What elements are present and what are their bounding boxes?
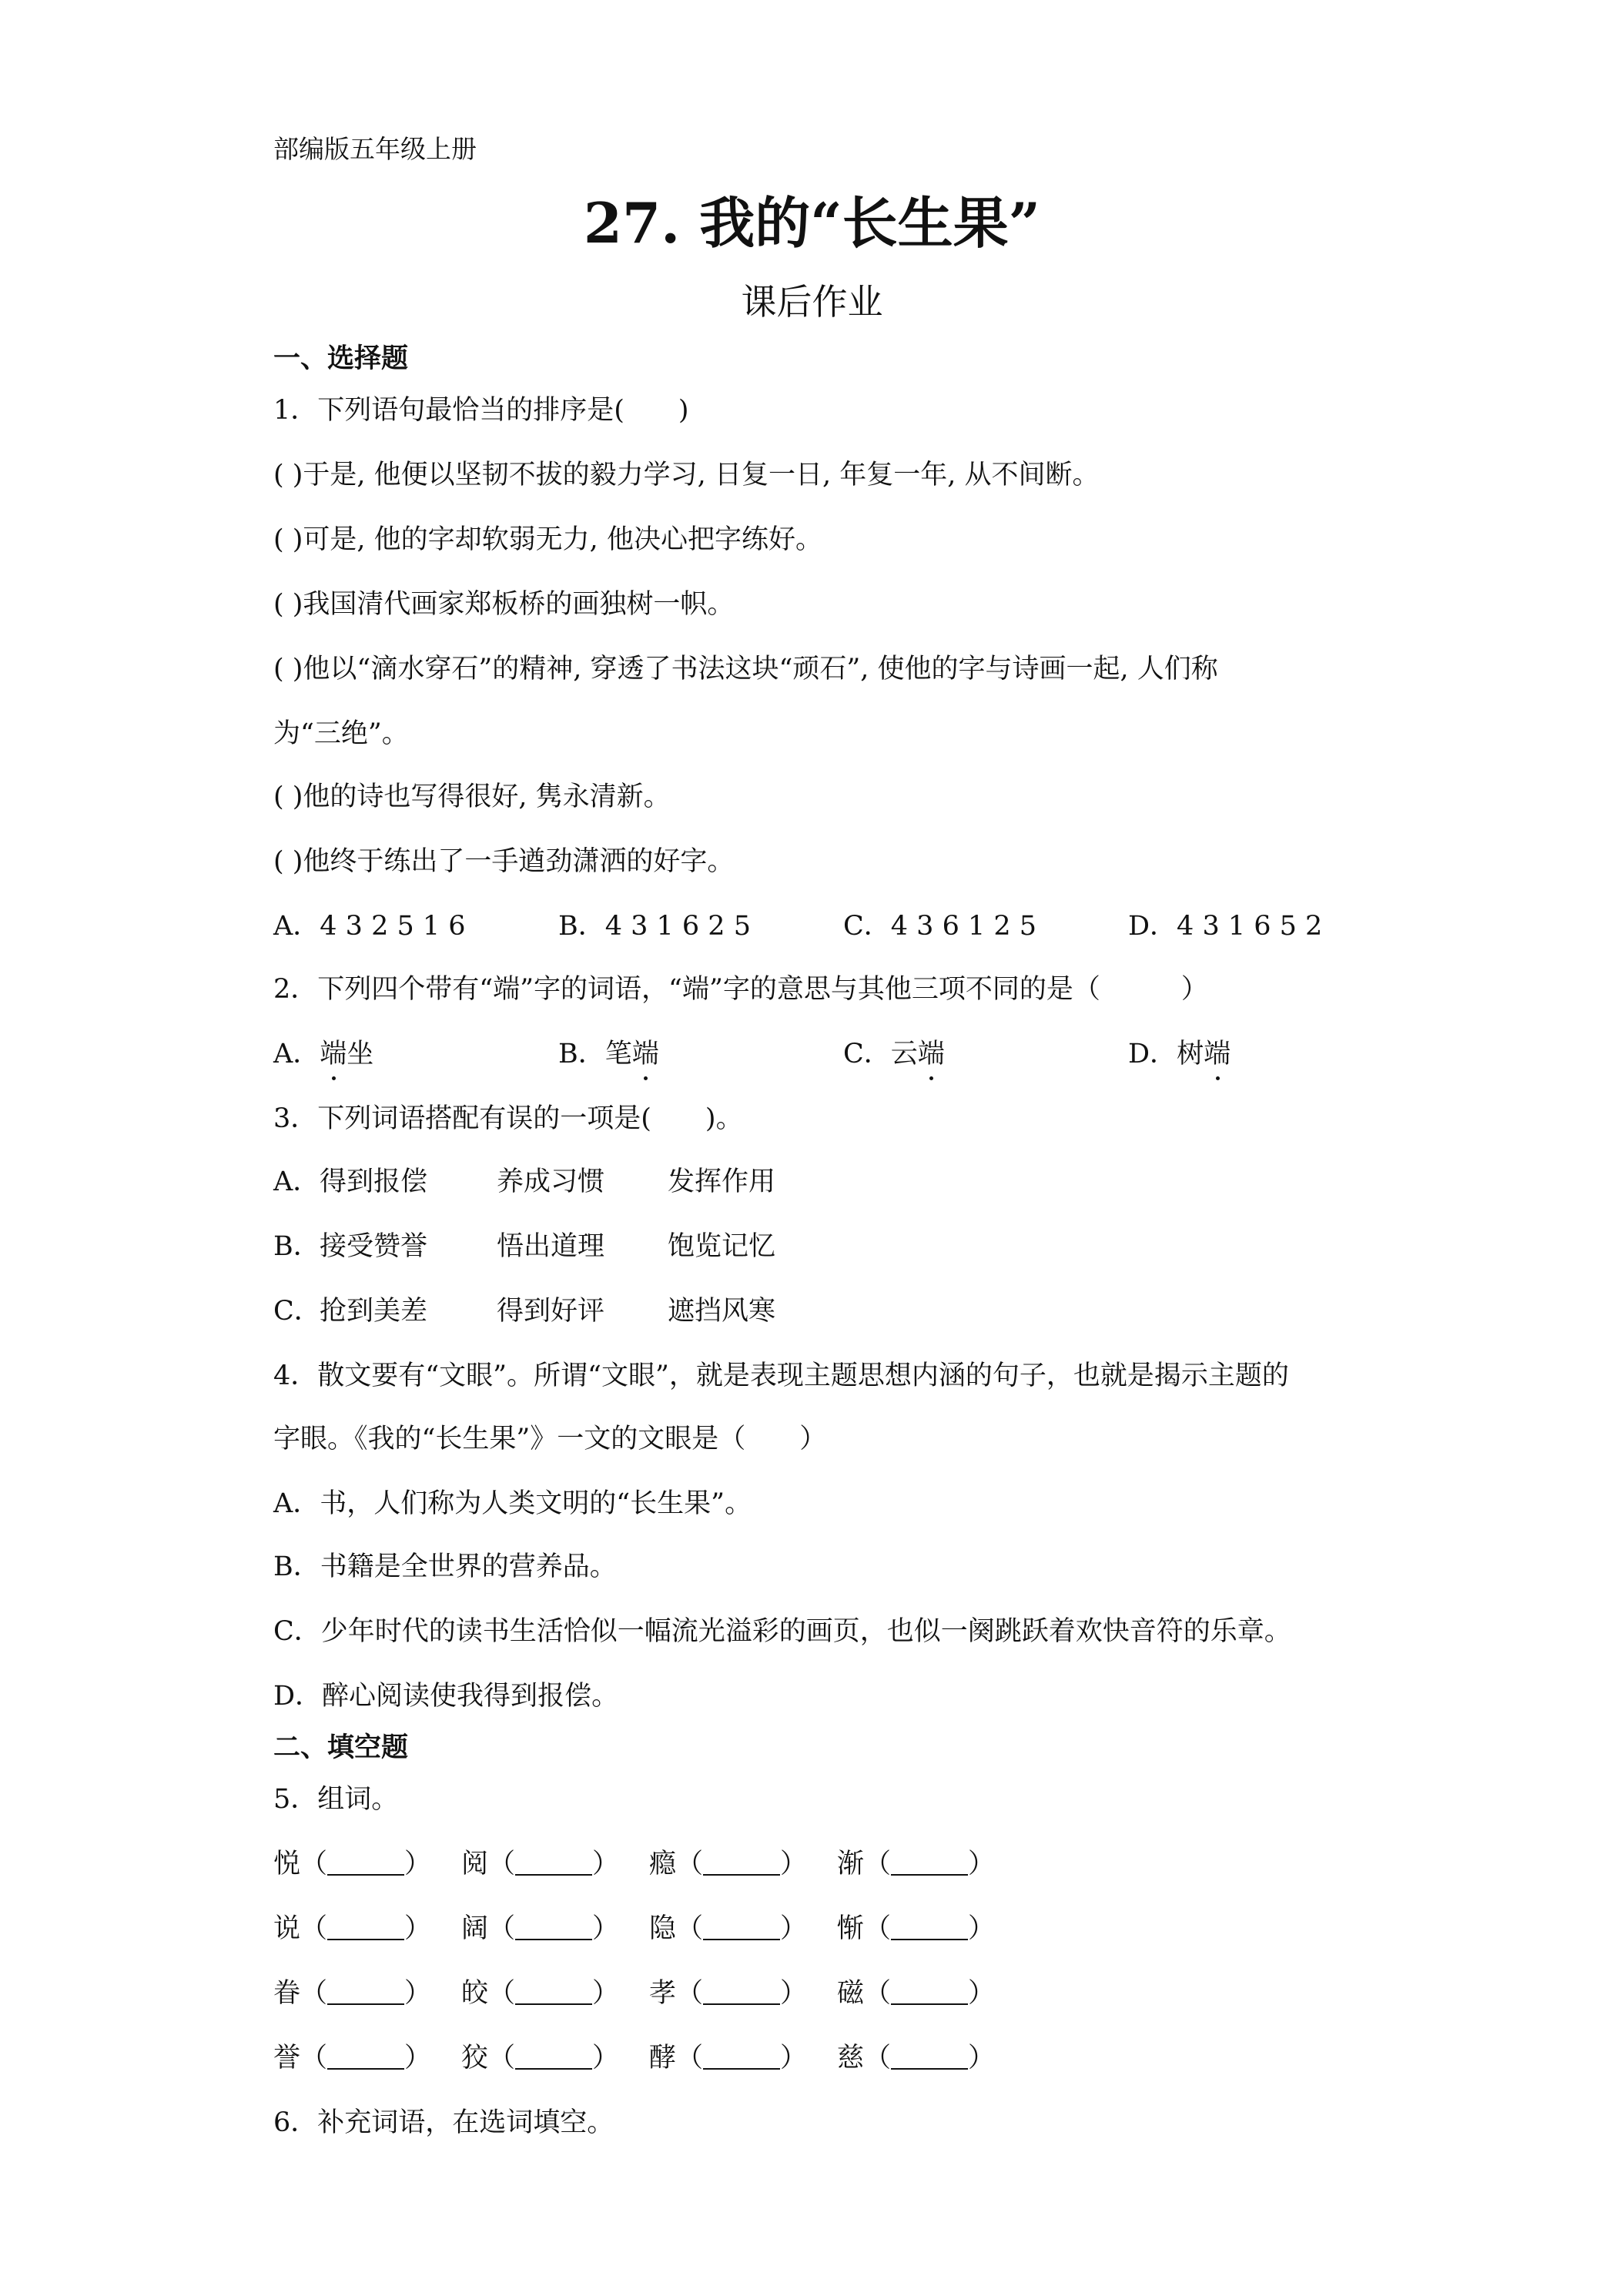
question-6-stem: 6．补充词语，在选词填空。 [273,2107,614,2138]
answer-blank[interactable] [327,2045,404,2070]
lesson-subtitle: 课后作业 [741,281,883,323]
answer-blank[interactable] [515,1851,592,1876]
answer-blank[interactable] [327,1851,404,1876]
grade-header: 部编版五年级上册 [273,134,477,164]
emphasis-dot-char: 端 [1204,1039,1231,1069]
option-a[interactable]: A．书，人们称为人类文明的“长生果”。 [273,1488,752,1519]
question-1-sentence: ( )于是, 他便以坚韧不拔的毅力学习, 日复一日, 年复一年, 从不间断。 [273,460,1100,490]
option-a[interactable]: A．端坐 [273,1039,374,1069]
answer-blank[interactable] [327,1980,404,2005]
question-1-sentence: ( )可是, 他的字却软弱无力, 他决心把字练好。 [273,524,822,555]
option-b[interactable]: B．笔端 [558,1039,659,1069]
question-4-stem: 4．散文要有“文眼”。所谓“文眼”，就是表现主题思想内涵的句子，也就是揭示主题的 [273,1361,1289,1391]
answer-blank[interactable] [891,1916,968,1940]
section-heading-choice: 一、选择题 [273,343,409,374]
section-heading-fill: 二、填空题 [273,1732,409,1763]
question-2-stem: 2．下列四个带有“端”字的词语，“端”字的意思与其他三项不同的是（ ） [273,974,1208,1005]
question-1-sentence: ( )我国清代画家郑板桥的画独树一帜。 [273,589,735,620]
answer-blank[interactable] [327,1916,404,1940]
option-b[interactable]: B．4 3 1 6 2 5 [558,911,751,942]
question-4-stem: 字眼。《我的“长生果”》一文的文眼是（ ） [273,1424,827,1454]
question-5-stem: 5．组词。 [273,1784,399,1815]
answer-blank[interactable] [891,1980,968,2005]
answer-blank[interactable] [515,1980,592,2005]
answer-blank[interactable] [515,1916,592,1940]
answer-blank[interactable] [891,2045,968,2070]
option-c[interactable]: C．少年时代的读书生活恰似一幅流光溢彩的画页，也似一阕跳跃着欢快音符的乐章。 [273,1616,1291,1647]
question-1-sentence: ( )他以“滴水穿石”的精神, 穿透了书法这块“顽石”, 使他的字与诗画一起, 人们称 [273,654,1218,684]
answer-blank[interactable] [515,2045,592,2070]
question-1-sentence: ( )他的诗也写得很好, 隽永清新。 [273,782,671,812]
answer-blank[interactable] [703,1851,780,1876]
answer-blank[interactable] [703,2045,780,2070]
question-1-sentence: ( )他终于练出了一手遒劲潇洒的好字。 [273,846,735,877]
emphasis-dot-char: 端 [320,1039,347,1069]
question-1-sentence: 为“三绝”。 [273,718,409,749]
question-1-stem: 1．下列语句最恰当的排序是( ) [273,395,689,426]
question-3-stem: 3．下列词语搭配有误的一项是( )。 [273,1103,743,1134]
option-a[interactable]: A．4 3 2 5 1 6 [273,911,466,942]
option-c[interactable]: C．4 3 6 1 2 5 [843,911,1037,942]
option-b[interactable]: B．书籍是全世界的营养品。 [273,1551,617,1582]
answer-blank[interactable] [891,1851,968,1876]
emphasis-dot-char: 端 [631,1039,659,1069]
emphasis-dot-char: 端 [917,1039,945,1069]
option-d[interactable]: D．醉心阅读使我得到报偿。 [273,1681,619,1712]
answer-blank[interactable] [703,1980,780,2005]
option-d[interactable]: D．4 3 1 6 5 2 [1128,911,1323,942]
option-d[interactable]: D．树端 [1128,1039,1231,1069]
option-c[interactable]: C．云端 [843,1039,945,1069]
lesson-title: 27. 我的“长生果” [583,190,1041,256]
worksheet-page: 部编版五年级上册 27. 我的“长生果” 课后作业 一、选择题 1．下列语句最恰当的排序是( ) ( )于是, 他便以坚韧不拔的毅力学习, 日复一日, 年复一年, 从不间断。 ( )可是, 他的字却软弱无力, 他决心把字练好。 ( )我国清代画家郑板桥的画独树一帜。 ( )他以“滴水穿石”的精神, 穿透了书法这块“顽石”, 使他的字与诗画一起, 人们称 为“三绝”。 ( )他的诗也写得很好, 隽永清新。 ( )他终于练出了一手遒劲潇洒的好字。 A．4 3 2 5 1 6 B．4 3 1 6 2 5 C．4 3 6 1 2 5 D．4 3 1 6 5 2 2．下列四个带有“端”字的词语，“端”字的意思与其他三项不同的是（ ） A．端坐 B．笔端 C．云端 D．树端 3．下列词语搭配有误的一项是( )。 A． 得到报偿 养成习惯 发挥作用 B． 接受赞誉 悟出道理 饱览记忆 C． 抢到美差 得到好评 遮挡风寒 4．散文要有“文眼”。所谓“文眼”，就是表现主题思想内涵的句子，也就是揭示主题的 字眼。《我的“长生果”》一文的文眼是（ ） A．书，人们称为人类文明的“长生果”。 B．书籍是全世界的营养品。 C．少年时代的读书生活恰似一幅流光溢彩的画页，也似一阕跳跃着欢快音符的乐章。 D．醉心阅读使我得到报偿。 二、填空题 5．组词。 悦（ ） 阅（ ） 瘾（ ） 渐（ ） 说（ ） 阔（ ） 隐（ ） 惭（ ） 眷（ ） 皎（ ） 孝（ ） 磁（ ） 誉（ ） 狡（ ） 酵（ ） 慈（ ） 6．补充词语，在选词填空。 [0,0,1624,2296]
answer-blank[interactable] [703,1916,780,1940]
